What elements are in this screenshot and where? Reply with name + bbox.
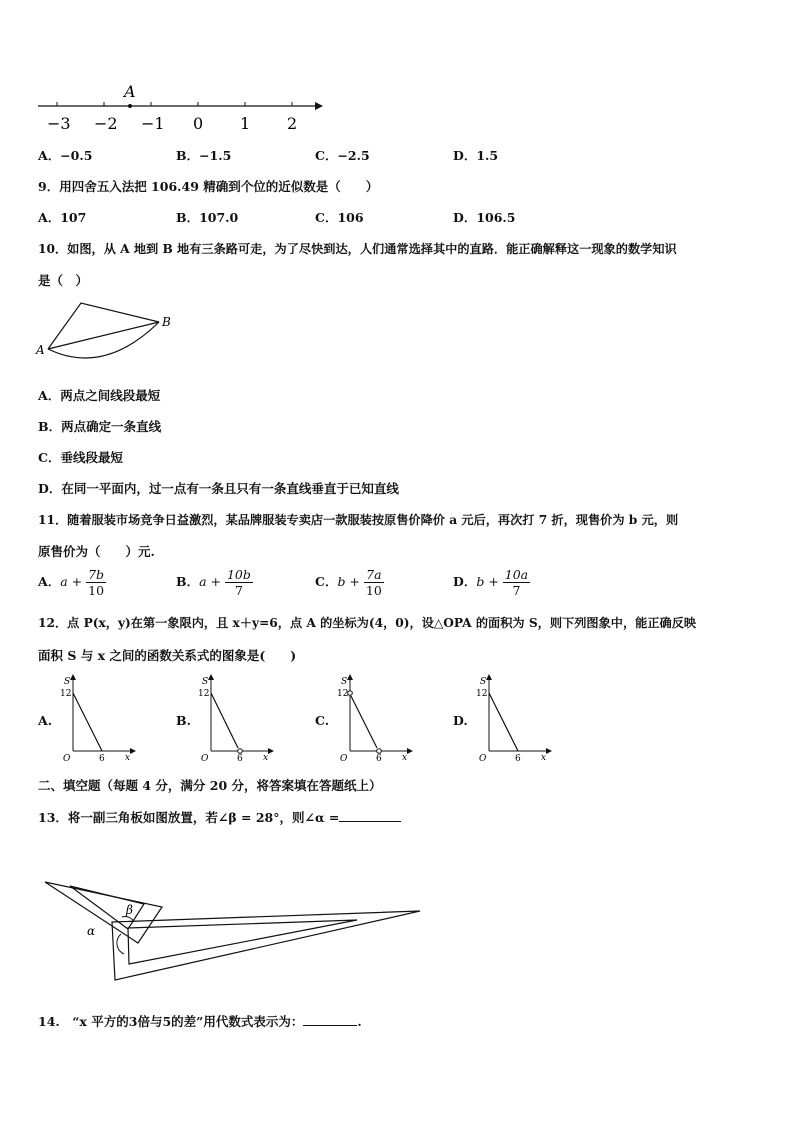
q8-option-b: B．−1.5 <box>176 148 232 163</box>
q14-stem: 14. “x 平方的3倍与5的差”用代数式表示为： . <box>38 1014 362 1029</box>
q8-option-c: C．−2.5 <box>315 148 370 163</box>
alpha-arc <box>117 934 124 954</box>
set-square-outer-1 <box>45 882 162 943</box>
svg-text:12: 12 <box>476 689 488 699</box>
svg-text:S: S <box>480 677 487 687</box>
graph-line <box>211 693 238 748</box>
q12-option-b: B. <box>176 713 191 728</box>
q9-option-c: C．106 <box>315 210 364 225</box>
q10-option-b: B．两点确定一条直线 <box>38 419 162 434</box>
tick-label: −2 <box>94 114 118 133</box>
q8-option-d: D．1.5 <box>453 148 499 163</box>
q10-stem-line2: 是（ ） <box>38 273 89 288</box>
option-lead: a + <box>199 574 221 589</box>
option-letter: B． <box>176 574 200 589</box>
option-letter: C． <box>315 574 338 589</box>
q12-graph-d <box>474 672 554 764</box>
option-lead: b + <box>476 574 499 589</box>
fraction: $\frac{7a}{10}$ <box>365 567 382 598</box>
option-letter: D． <box>453 574 477 589</box>
svg-text:6: 6 <box>515 754 521 764</box>
q13-triangle-figure <box>40 862 430 992</box>
svg-text:x: x <box>263 753 269 763</box>
svg-text:6: 6 <box>99 754 105 764</box>
q12-graph-c <box>335 672 415 764</box>
q11-option-b <box>176 567 253 598</box>
svg-text:S: S <box>202 677 209 687</box>
q11-stem-line1: 11．随着服装市场竞争日益激烈，某品牌服装专卖店一款服装按原售价降价 a 元后，再次打 7 折，现售价为 b 元，则 <box>38 513 679 527</box>
svg-text:O: O <box>340 754 348 764</box>
alpha-label: α <box>87 924 96 938</box>
set-square-inner-2 <box>128 920 357 964</box>
svg-text:O: O <box>201 754 209 764</box>
open-circle <box>238 749 243 754</box>
option-lead: b + <box>337 574 360 589</box>
point-a-label: A <box>36 343 45 357</box>
q11-option-d <box>453 567 530 598</box>
svg-text:12: 12 <box>198 689 210 699</box>
graph-line <box>73 693 102 751</box>
q8-option-a: A．−0.5 <box>38 148 93 163</box>
curved-route <box>48 322 159 358</box>
q9-stem: 9．用四舍五入法把 106.49 精确到个位的近似数是（ ） <box>38 179 379 194</box>
q13-stem: 13．将一副三角板如图放置，若∠β = 28°，则∠α = <box>38 808 401 826</box>
q10-option-a: A．两点之间线段最短 <box>38 388 161 403</box>
q9-option-b: B．107.0 <box>176 210 239 225</box>
q9-option-d: D．106.5 <box>453 210 516 225</box>
answer-blank[interactable] <box>303 1013 357 1026</box>
graph-line <box>351 696 377 748</box>
svg-text:x: x <box>402 753 408 763</box>
q12-stem-line1: 12．点 P(x，y)在第一象限内，且 x＋y=6，点 A 的坐标为(4，0)，设△OPA 的面积为 S，则下列图象中，能正确反映 <box>38 616 697 630</box>
q12-graph-b <box>196 672 276 764</box>
tick-label: −1 <box>141 114 165 133</box>
answer-blank[interactable] <box>339 809 401 822</box>
q12-option-a: A. <box>38 713 53 728</box>
q12-graph-a <box>58 672 138 764</box>
q11-stem-line2: 原售价为（ ）元. <box>38 544 155 559</box>
point-a-label: A <box>124 82 136 101</box>
beta-label: β <box>126 903 133 917</box>
tick-label: 0 <box>193 114 204 133</box>
fraction: $\frac{10a}{7}$ <box>504 567 529 598</box>
svg-text:O: O <box>479 754 487 764</box>
q10-option-c: C．垂线段最短 <box>38 450 123 465</box>
option-letter: A． <box>38 574 61 589</box>
q10-route-figure <box>34 296 184 366</box>
q12-option-c: C. <box>315 713 330 728</box>
q12-stem-line2: 面积 S 与 x 之间的函数关系式的图象是( ) <box>38 648 297 663</box>
open-circle <box>377 749 382 754</box>
graph-line <box>489 693 518 751</box>
svg-text:S: S <box>341 677 348 687</box>
svg-text:O: O <box>63 754 71 764</box>
option-lead: a + <box>60 574 83 589</box>
fraction: $\frac{10b}{7}$ <box>226 567 251 598</box>
tick-label: 1 <box>240 114 251 133</box>
number-line-arrow <box>315 102 323 110</box>
svg-text:6: 6 <box>237 754 243 764</box>
svg-text:12: 12 <box>337 689 349 699</box>
svg-text:6: 6 <box>376 754 382 764</box>
q10-stem-line1: 10．如图，从 A 地到 B 地有三条路可走，为了尽快到达，人们通常选择其中的直路．能正确解释这一现象的数学知识 <box>38 242 677 256</box>
fraction: $\frac{7b}{10}$ <box>88 567 105 598</box>
tick-label: 2 <box>287 114 298 133</box>
q11-option-a <box>38 567 106 598</box>
tick-label: −3 <box>47 114 71 133</box>
point-b-label: B <box>162 315 171 329</box>
set-square-outer-2 <box>112 911 420 980</box>
svg-text:x: x <box>541 753 547 763</box>
section-title: 二、填空题（每题 4 分，满分 20 分，将答案填在答题纸上） <box>38 778 382 793</box>
q12-option-d: D. <box>453 713 468 728</box>
point-a-dot <box>128 104 132 108</box>
svg-text:S: S <box>64 677 71 687</box>
q9-option-a: A．107 <box>38 210 87 225</box>
q10-option-d: D．在同一平面内，过一点有一条且只有一条直线垂直于已知直线 <box>38 481 399 496</box>
q11-option-c <box>315 567 384 598</box>
svg-text:x: x <box>125 753 131 763</box>
number-line-figure <box>30 80 330 135</box>
svg-text:12: 12 <box>60 689 72 699</box>
